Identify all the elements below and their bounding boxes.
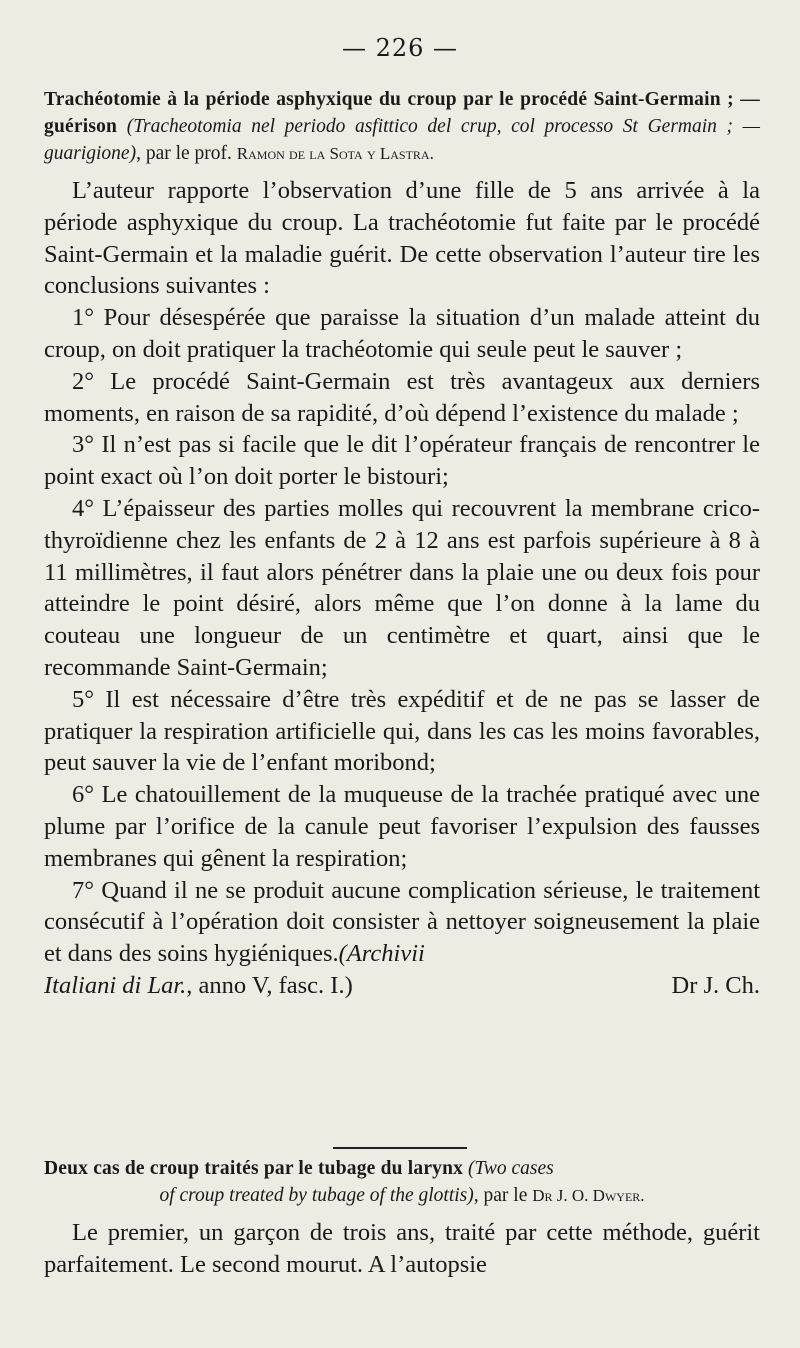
section-divider [333, 1147, 467, 1149]
conclusion-2: 2° Le procédé Saint-Germain est très avantageux aux derniers moments, en raison de sa rapidité, d’où dépend l’existence du malade ; [44, 367, 760, 427]
article-heading-2-line2 [44, 1182, 760, 1209]
article-title-2: Deux cas de croup traités par le tubage du larynx [44, 1158, 464, 1179]
conclusion-5: 5° Il est nécessaire d’être très expéditif et de ne pas se lasser de pratiquer la respiration artificielle qui, dans les cas les moins favorables, peut sauver la vie de l’enfant moribond; [44, 685, 760, 777]
article-tubage [44, 1155, 760, 1281]
article-title-italian: (Tracheotomia nel periodo asfittico del crup, col processo St Germain ; — guarigione) [44, 116, 761, 164]
article-author-2: Dr J. O. Dwyer. [532, 1186, 645, 1205]
article-heading [44, 86, 760, 167]
article-title-english-1: (Two cases [468, 1158, 554, 1179]
article-body-2 [44, 1217, 760, 1281]
conclusion-4: 4° L’épaisseur des parties molles qui recouvrent la membrane crico-thyroïdienne chez les enfants de 2 à 12 ans est parfois supérieure à 8 à 11 millimètres, il faut alors pénétrer dans la plaie une ou deux fois pour atteindre le point désiré, alors même que l’on donne à la lame du couteau une longueur de un centimètre et quart, ainsi que le recommande Saint-Germain; [44, 494, 760, 681]
source-journal-start: (Archivii [338, 940, 425, 968]
article-author: Ramon de la Sota y Lastra. [236, 144, 434, 163]
source-citation [44, 970, 353, 1002]
conclusion-1: 1° Pour désespérée que paraisse la situation d’un malade atteint du croup, on doit pratiquer la trachéotomie qui seule peut le sauver ; [44, 304, 760, 363]
article-title: Trachéotomie à la période asphyxique du croup par le procédé Saint-Germain ; — guérison [44, 89, 760, 137]
intro-paragraph-2: Le premier, un garçon de trois ans, traité par cette méthode, guérit parfaitement. Le second mourut. A l’autopsie [44, 1219, 760, 1278]
source-issue: , anno V, fasc. I.) [186, 971, 353, 999]
intro-paragraph: L’auteur rapporte l’observation d’une fille de 5 ans arrivée à la période asphyxique du croup. La trachéotomie fut faite par le procédé Saint-Germain et la maladie guérit. De cette observation l’auteur tire les conclusions suivantes : [44, 177, 760, 300]
conclusion-7-text: 7° Quand il ne se produit aucune complication sérieuse, le traitement consécutif à l’opération doit consister à nettoyer soigneusement la plaie et dans des soins hygiéniques. [44, 876, 760, 968]
article-heading-2 [44, 1155, 760, 1182]
source-journal: Italiani di Lar. [44, 971, 187, 999]
conclusion-7 [44, 875, 760, 970]
source-and-signature [44, 970, 760, 1002]
conclusion-3: 3° Il n’est pas si facile que le dit l’opérateur français de rencontrer le point exact où l’on doit porter le bistouri; [44, 431, 760, 491]
article-title-tail: , par le prof. [136, 143, 232, 164]
signature: Dr J. Ch. [671, 971, 760, 999]
conclusion-6: 6° Le chatouillement de la muqueuse de la trachée pratiqué avec une plume par l’orifice de la canule peut favoriser l’expulsion des fausses membranes qui gênent la respiration; [44, 781, 760, 872]
article-title-2-tail: , par le [473, 1185, 528, 1206]
page-number: — 226 — [341, 34, 459, 62]
article-body [44, 175, 760, 1002]
article-tracheotomie [44, 86, 760, 1002]
article-title-english-2: of croup treated by tubage of the glottis) [159, 1185, 474, 1206]
